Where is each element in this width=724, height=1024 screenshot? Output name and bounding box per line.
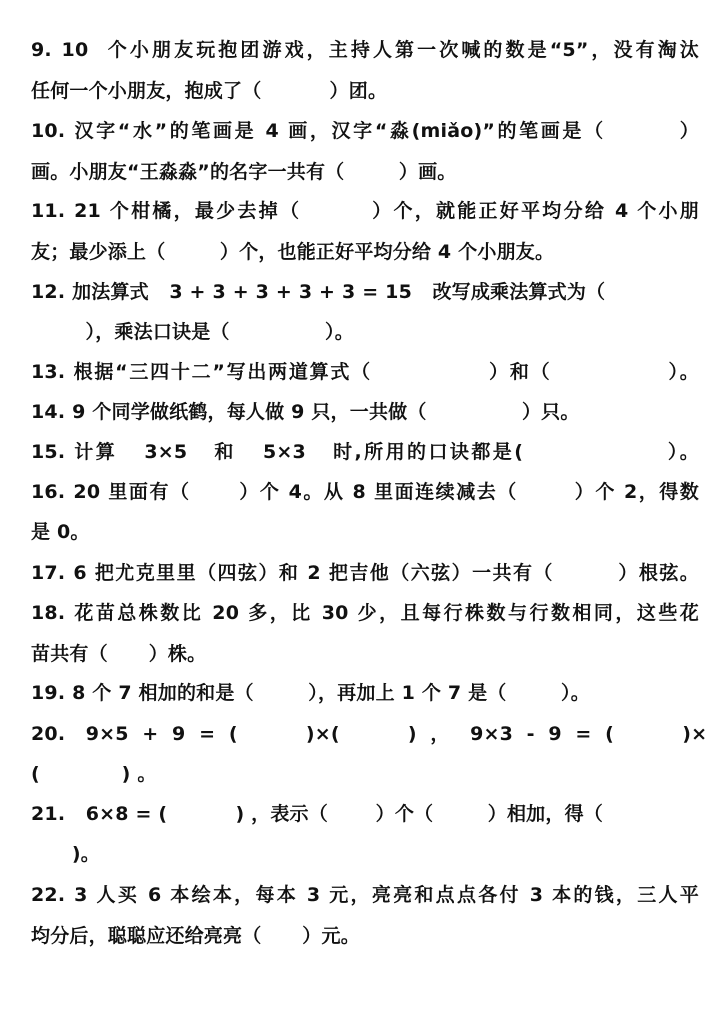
question-21-line-2: )。 bbox=[31, 843, 100, 865]
question-22-line-2: 均分后，聪聪应还给亮亮（ ）元。 bbox=[31, 925, 360, 947]
question-19-line-1: 19. 8 个 7 相加的和是（ ），再加上 1 个 7 是（ ）。 bbox=[31, 682, 590, 704]
question-12-line-1: 12. 加法算式 3 + 3 + 3 + 3 + 3 = 15 改写成乘法算式为（ bbox=[31, 281, 606, 303]
question-16-line-2: 是 0。 bbox=[31, 521, 90, 543]
question-16-line-1: 16. 20 里面有（ ）个 4。从 8 里面连续减去（ ）个 2，得数 bbox=[31, 481, 699, 503]
question-22-line-1: 22. 3 人买 6 本绘本，每本 3 元，亮亮和点点各付 3 本的钱，三人平 bbox=[31, 884, 699, 906]
question-15-line-1: 15. 计算 3×5 和 5×3 时,所用的口诀都是( ）。 bbox=[31, 441, 699, 463]
question-18-line-2: 苗共有（ ）株。 bbox=[31, 643, 207, 665]
question-21-line-1: 21. 6×8 = ( ) ，表示（ ）个（ ）相加，得（ bbox=[31, 803, 603, 825]
question-11-line-1: 11. 21 个柑橘，最少去掉（ ）个，就能正好平均分给 4 个小朋 bbox=[31, 200, 699, 222]
question-10-line-2: 画。小朋友“王淼淼”的名字一共有（ ）画。 bbox=[31, 161, 457, 183]
question-18-line-1: 18. 花苗总株数比 20 多，比 30 少，且每行株数与行数相同，这些花 bbox=[31, 602, 699, 624]
question-10-line-1: 10. 汉字“水”的笔画是 4 画，汉字“淼(miǎo)”的笔画是（ ） bbox=[31, 120, 699, 142]
question-17-line-1: 17. 6 把尤克里里（四弦）和 2 把吉他（六弦）一共有（ ）根弦。 bbox=[31, 562, 699, 584]
question-20-line-2: ( ) 。 bbox=[31, 763, 157, 785]
question-20-line-1: 20. 9×5 + 9 = ( )×( ) ， 9×3 - 9 = ( )× bbox=[31, 723, 708, 745]
question-9-line-2: 任何一个小朋友，抱成了（ ）团。 bbox=[31, 80, 388, 102]
question-14-line-1: 14. 9 个同学做纸鹤，每人做 9 只，一共做（ ）只。 bbox=[31, 401, 580, 423]
question-11-line-2: 友；最少添上（ ）个，也能正好平均分给 4 个小朋友。 bbox=[31, 241, 555, 263]
question-12-line-2: ），乘法口诀是（ ）。 bbox=[31, 321, 354, 343]
question-13-line-1: 13. 根据“三四十二”写出两道算式（ ）和（ ）。 bbox=[31, 361, 699, 383]
question-9-line-1: 9. 10 个小朋友玩抱团游戏，主持人第一次喊的数是“5”，没有淘汰 bbox=[31, 39, 699, 61]
